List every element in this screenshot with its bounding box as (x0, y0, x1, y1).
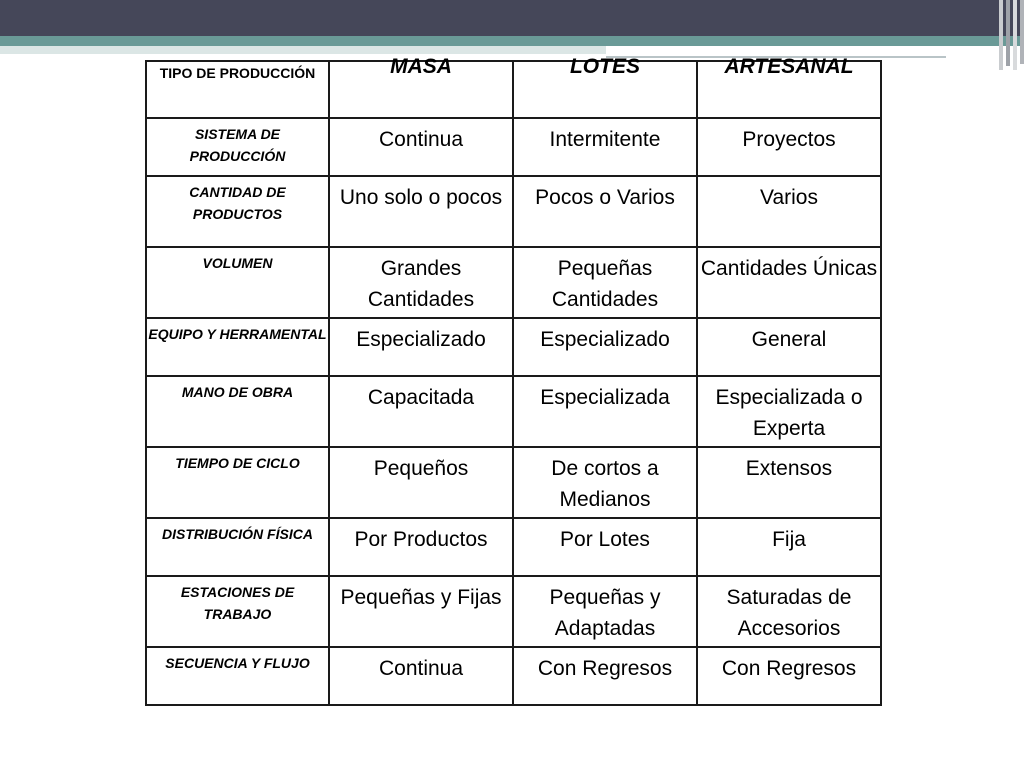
cell-value: Varios (760, 186, 818, 209)
row-label: SISTEMA DE PRODUCCIÓN (189, 126, 286, 164)
table-cell (697, 118, 881, 176)
row-header (146, 447, 329, 518)
table-cell (513, 447, 697, 518)
row-label: TIEMPO DE CICLO (175, 455, 300, 471)
table-row (146, 247, 881, 318)
cell-value: Continua (378, 128, 464, 151)
table-row (146, 176, 881, 247)
table-cell (329, 318, 513, 376)
table-cell (697, 247, 881, 318)
table-cell (329, 576, 513, 647)
corner-label: TIPO DE PRODUCCIÓN (159, 65, 316, 81)
cell-value: Continua (378, 657, 464, 680)
table-cell (513, 647, 697, 705)
row-label: ESTACIONES DE TRABAJO (180, 584, 295, 622)
table-row (146, 376, 881, 447)
cell-value: Pocos o Varios (535, 186, 675, 209)
row-label: MANO DE OBRA (181, 384, 294, 400)
cell-value: Fija (772, 528, 806, 551)
column-header-masa (329, 55, 513, 118)
header-accent-light-bar (0, 46, 606, 54)
table-cell (697, 576, 881, 647)
table-row (146, 318, 881, 376)
table-cell (513, 518, 697, 576)
table-cell (329, 447, 513, 518)
cell-value: Por Productos (354, 528, 488, 551)
table-cell (697, 647, 881, 705)
row-header (146, 176, 329, 247)
cell-value: Por Lotes (560, 528, 650, 551)
cell-value: General (751, 328, 827, 351)
row-header (146, 647, 329, 705)
row-header (146, 318, 329, 376)
cell-value: Especializada o Experta (715, 386, 863, 440)
header-bar (0, 0, 1024, 36)
table-cell (329, 176, 513, 247)
column-header-label: LOTES (569, 55, 640, 78)
cell-value: Saturadas de Accesorios (726, 586, 852, 640)
table-cell (329, 647, 513, 705)
cell-value: Con Regresos (537, 657, 673, 680)
table-cell (513, 376, 697, 447)
row-header (146, 576, 329, 647)
production-types-table-container (145, 55, 880, 706)
column-header-lotes (513, 55, 697, 118)
column-header-label: MASA (390, 55, 452, 78)
table-cell (697, 376, 881, 447)
table-header-row (146, 61, 881, 118)
table-cell (697, 176, 881, 247)
cell-value: Pequeñas Cantidades (551, 257, 659, 311)
row-label: DISTRIBUCIÓN FÍSICA (162, 526, 313, 542)
table-cell (329, 376, 513, 447)
cell-value: Especializada (540, 386, 670, 409)
cell-value: Uno solo o pocos (339, 186, 503, 209)
table-cell (697, 518, 881, 576)
table-cell (697, 318, 881, 376)
cell-value: Capacitada (367, 386, 475, 409)
cell-value: Extensos (745, 457, 833, 480)
row-label: SECUENCIA Y FLUJO (165, 655, 310, 671)
cell-value: Especializado (356, 328, 486, 351)
table-cell (697, 447, 881, 518)
table-cell (513, 176, 697, 247)
cell-value: Especializado (540, 328, 670, 351)
cell-value: Intermitente (549, 128, 661, 151)
row-header (146, 247, 329, 318)
cell-value: Pequeñas y Adaptadas (549, 586, 661, 640)
table-cell (329, 518, 513, 576)
table-row (146, 647, 881, 705)
table-cell (329, 247, 513, 318)
row-header (146, 518, 329, 576)
row-header (146, 376, 329, 447)
table-row (146, 118, 881, 176)
cell-value: Pequeños (373, 457, 469, 480)
table-cell (513, 576, 697, 647)
table-row (146, 576, 881, 647)
corner-cell (146, 61, 329, 118)
table-row (146, 447, 881, 518)
table-cell (513, 318, 697, 376)
row-label: VOLUMEN (202, 255, 273, 271)
cell-value: Proyectos (742, 128, 836, 151)
table-cell (513, 118, 697, 176)
row-label: EQUIPO Y HERRAMENTAL (148, 326, 327, 342)
header-accent-bar (0, 36, 1024, 46)
column-header-artesanal (697, 55, 881, 118)
cell-value: Grandes Cantidades (367, 257, 475, 311)
production-types-table (145, 55, 882, 706)
row-header (146, 118, 329, 176)
table-row (146, 518, 881, 576)
table-cell (329, 118, 513, 176)
cell-value: Con Regresos (721, 657, 857, 680)
row-label: CANTIDAD DE PRODUCTOS (189, 184, 286, 222)
table-cell (513, 247, 697, 318)
decorative-stripes (984, 0, 1024, 70)
cell-value: Pequeñas y Fijas (340, 586, 502, 609)
cell-value: Cantidades Únicas (700, 257, 878, 280)
cell-value: De cortos a Medianos (551, 457, 659, 511)
column-header-label: ARTESANAL (724, 55, 854, 78)
